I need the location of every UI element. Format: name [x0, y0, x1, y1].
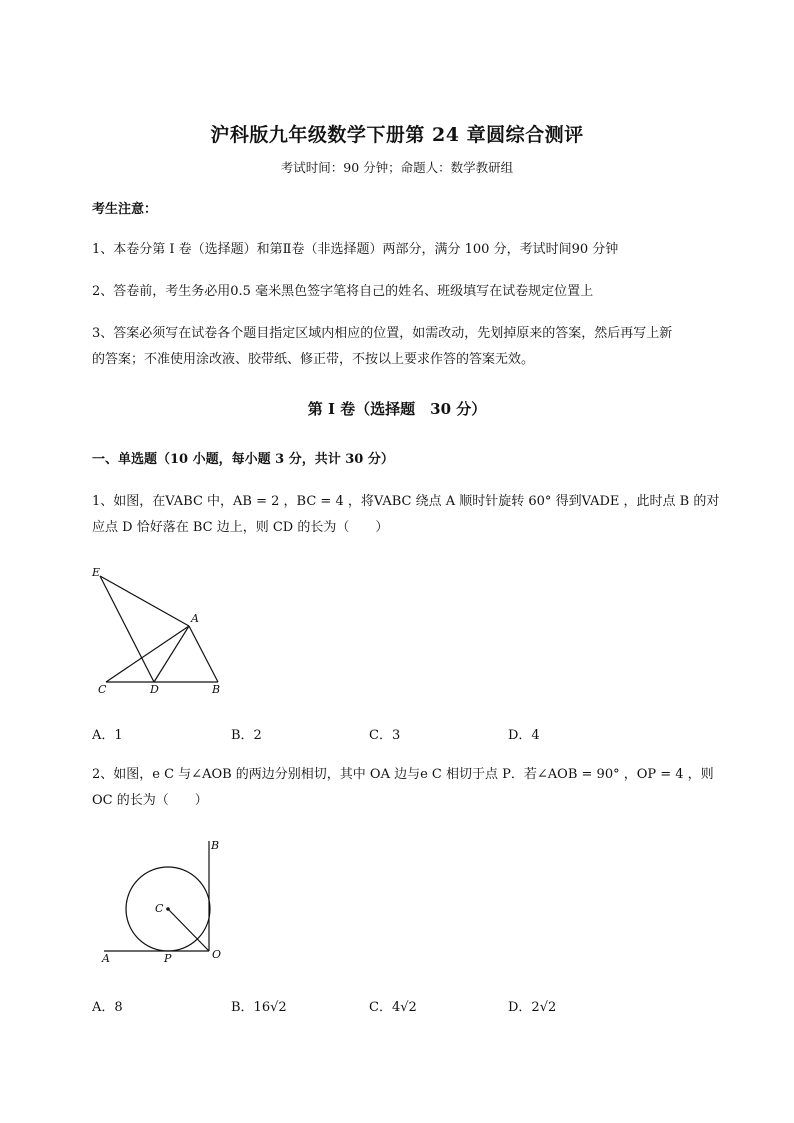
- q1-segment-ab: [189, 626, 218, 682]
- q1-label-e: E: [92, 566, 101, 579]
- q2-segment-co: [168, 909, 209, 951]
- section-title: 第 I 卷（选择题 30 分）: [307, 400, 487, 418]
- q2-center-dot: [166, 907, 170, 911]
- q2-stem-line2: OC 的长为（ ）: [92, 793, 208, 808]
- q2-label-c: C: [155, 902, 164, 915]
- q2-figure: [96, 835, 236, 970]
- q1-segment-ad: [154, 626, 189, 682]
- q2-label-a: A: [102, 952, 110, 965]
- notice-heading: 考生注意：: [92, 202, 158, 217]
- q1-label-d: D: [150, 683, 159, 696]
- q2-option-d[interactable]: D．2√2: [508, 1000, 557, 1015]
- page-title: 沪科版九年级数学下册第 24 章圆综合测评: [210, 124, 584, 146]
- q2-label-o: O: [212, 948, 222, 961]
- q1-stem-line1: 1、如图，在VABC 中，AB = 2 ，BC = 4 ，将VABC 绕点 A 顺时针旋转 60° 得到VADE ，此时点 B 的对: [92, 494, 720, 509]
- q1-segment-ac: [106, 626, 189, 682]
- notice-item-3-cont: 的答案；不准使用涂改液、胶带纸、修正带，不按以上要求作答的答案无效。: [92, 352, 535, 367]
- q1-label-b: B: [212, 683, 221, 696]
- q2-option-c[interactable]: C．4√2: [369, 1000, 417, 1015]
- q2-label-p: P: [164, 952, 172, 965]
- notice-item-3: 3、答案必须写在试卷各个题目指定区域内相应的位置，如需改动，先划掉原来的答案，然后再写上新: [92, 326, 673, 341]
- q1-option-c[interactable]: C．3: [369, 728, 401, 743]
- q1-segment-ed: [100, 576, 154, 682]
- q2-option-a[interactable]: A．8: [92, 1000, 123, 1015]
- q2-stem-line1: 2、如图，e C 与∠AOB 的两边分别相切，其中 OA 边与e C 相切于点 P．若∠AOB = 90° ，OP = 4 ，则: [92, 767, 714, 782]
- part-heading: 一、单选题（10 小题，每小题 3 分，共计 30 分）: [92, 452, 394, 467]
- page-subtitle: 考试时间：90 分钟；命题人：数学教研组: [280, 160, 514, 175]
- q1-label-a: A: [191, 612, 199, 625]
- notice-item-1: 1、本卷分第 I 卷（选择题）和第Ⅱ卷（非选择题）两部分，满分 100 分，考试时间90 分钟: [92, 242, 619, 257]
- q1-option-d[interactable]: D．4: [508, 728, 540, 743]
- q1-option-b[interactable]: B．2: [231, 728, 262, 743]
- q1-stem-line2: 应点 D 恰好落在 BC 边上，则 CD 的长为（ ）: [92, 520, 389, 535]
- q1-figure: [88, 560, 238, 700]
- q2-label-b: B: [211, 839, 220, 852]
- notice-item-2: 2、答卷前，考生务必用0.5 毫米黑色签字笔将自己的姓名、班级填写在试卷规定位置上: [92, 284, 594, 299]
- q1-option-a[interactable]: A．1: [92, 728, 123, 743]
- q2-option-b[interactable]: B．16√2: [231, 1000, 287, 1015]
- q1-label-c: C: [98, 683, 107, 696]
